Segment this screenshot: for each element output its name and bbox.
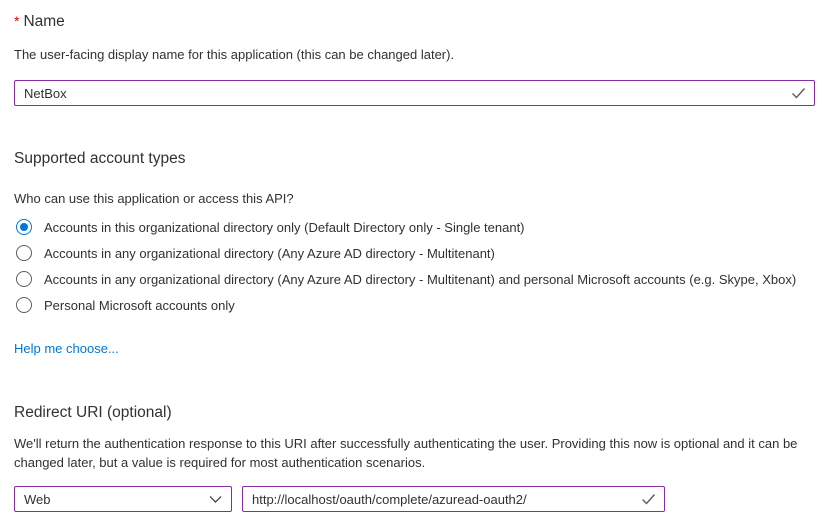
account-types-radio-group <box>14 214 815 318</box>
radio-unselected-icon <box>16 297 32 313</box>
redirect-uri-input[interactable] <box>242 486 665 512</box>
name-description: The user-facing display name for this application (this can be changed later). <box>14 47 455 62</box>
name-section-title <box>14 12 815 31</box>
radio-option-label: Accounts in this organizational directory only (Default Directory only - Single tenant) <box>44 219 525 235</box>
radio-option-single-tenant[interactable] <box>14 214 815 240</box>
radio-option-multitenant-personal[interactable] <box>14 266 815 292</box>
radio-option-label: Personal Microsoft accounts only <box>44 297 235 313</box>
redirect-uri-row <box>14 486 815 512</box>
name-input[interactable] <box>14 80 815 106</box>
redirect-uri-title: Redirect URI (optional) <box>14 404 172 421</box>
platform-select[interactable] <box>14 486 232 512</box>
name-input-wrap <box>14 80 815 106</box>
radio-unselected-icon <box>16 245 32 261</box>
account-types-question: Who can use this application or access this API? <box>14 191 294 206</box>
help-me-choose-link[interactable]: Help me choose... <box>14 341 119 356</box>
radio-unselected-icon <box>16 271 32 287</box>
platform-select-value: Web <box>24 491 51 507</box>
radio-option-personal-only[interactable] <box>14 292 815 318</box>
radio-selected-icon <box>16 219 32 235</box>
account-types-title: Supported account types <box>14 150 186 167</box>
radio-option-label: Accounts in any organizational directory (Any Azure AD directory - Multitenant) and personal Microsoft accounts (e.g. Skype, Xbox) <box>44 271 797 287</box>
redirect-uri-description: We'll return the authentication response to this URI after successfully authenticating the user. Providing this now is optional and it can be changed later, but a value is required for most authentication scenarios. <box>14 436 798 470</box>
redirect-uri-input-wrap <box>242 486 665 512</box>
name-section-title-text: Name <box>23 13 65 30</box>
radio-option-label: Accounts in any organizational directory (Any Azure AD directory - Multitenant) <box>44 245 495 261</box>
chevron-down-icon <box>209 495 222 504</box>
radio-option-multitenant[interactable] <box>14 240 815 266</box>
required-marker: * <box>14 13 20 29</box>
